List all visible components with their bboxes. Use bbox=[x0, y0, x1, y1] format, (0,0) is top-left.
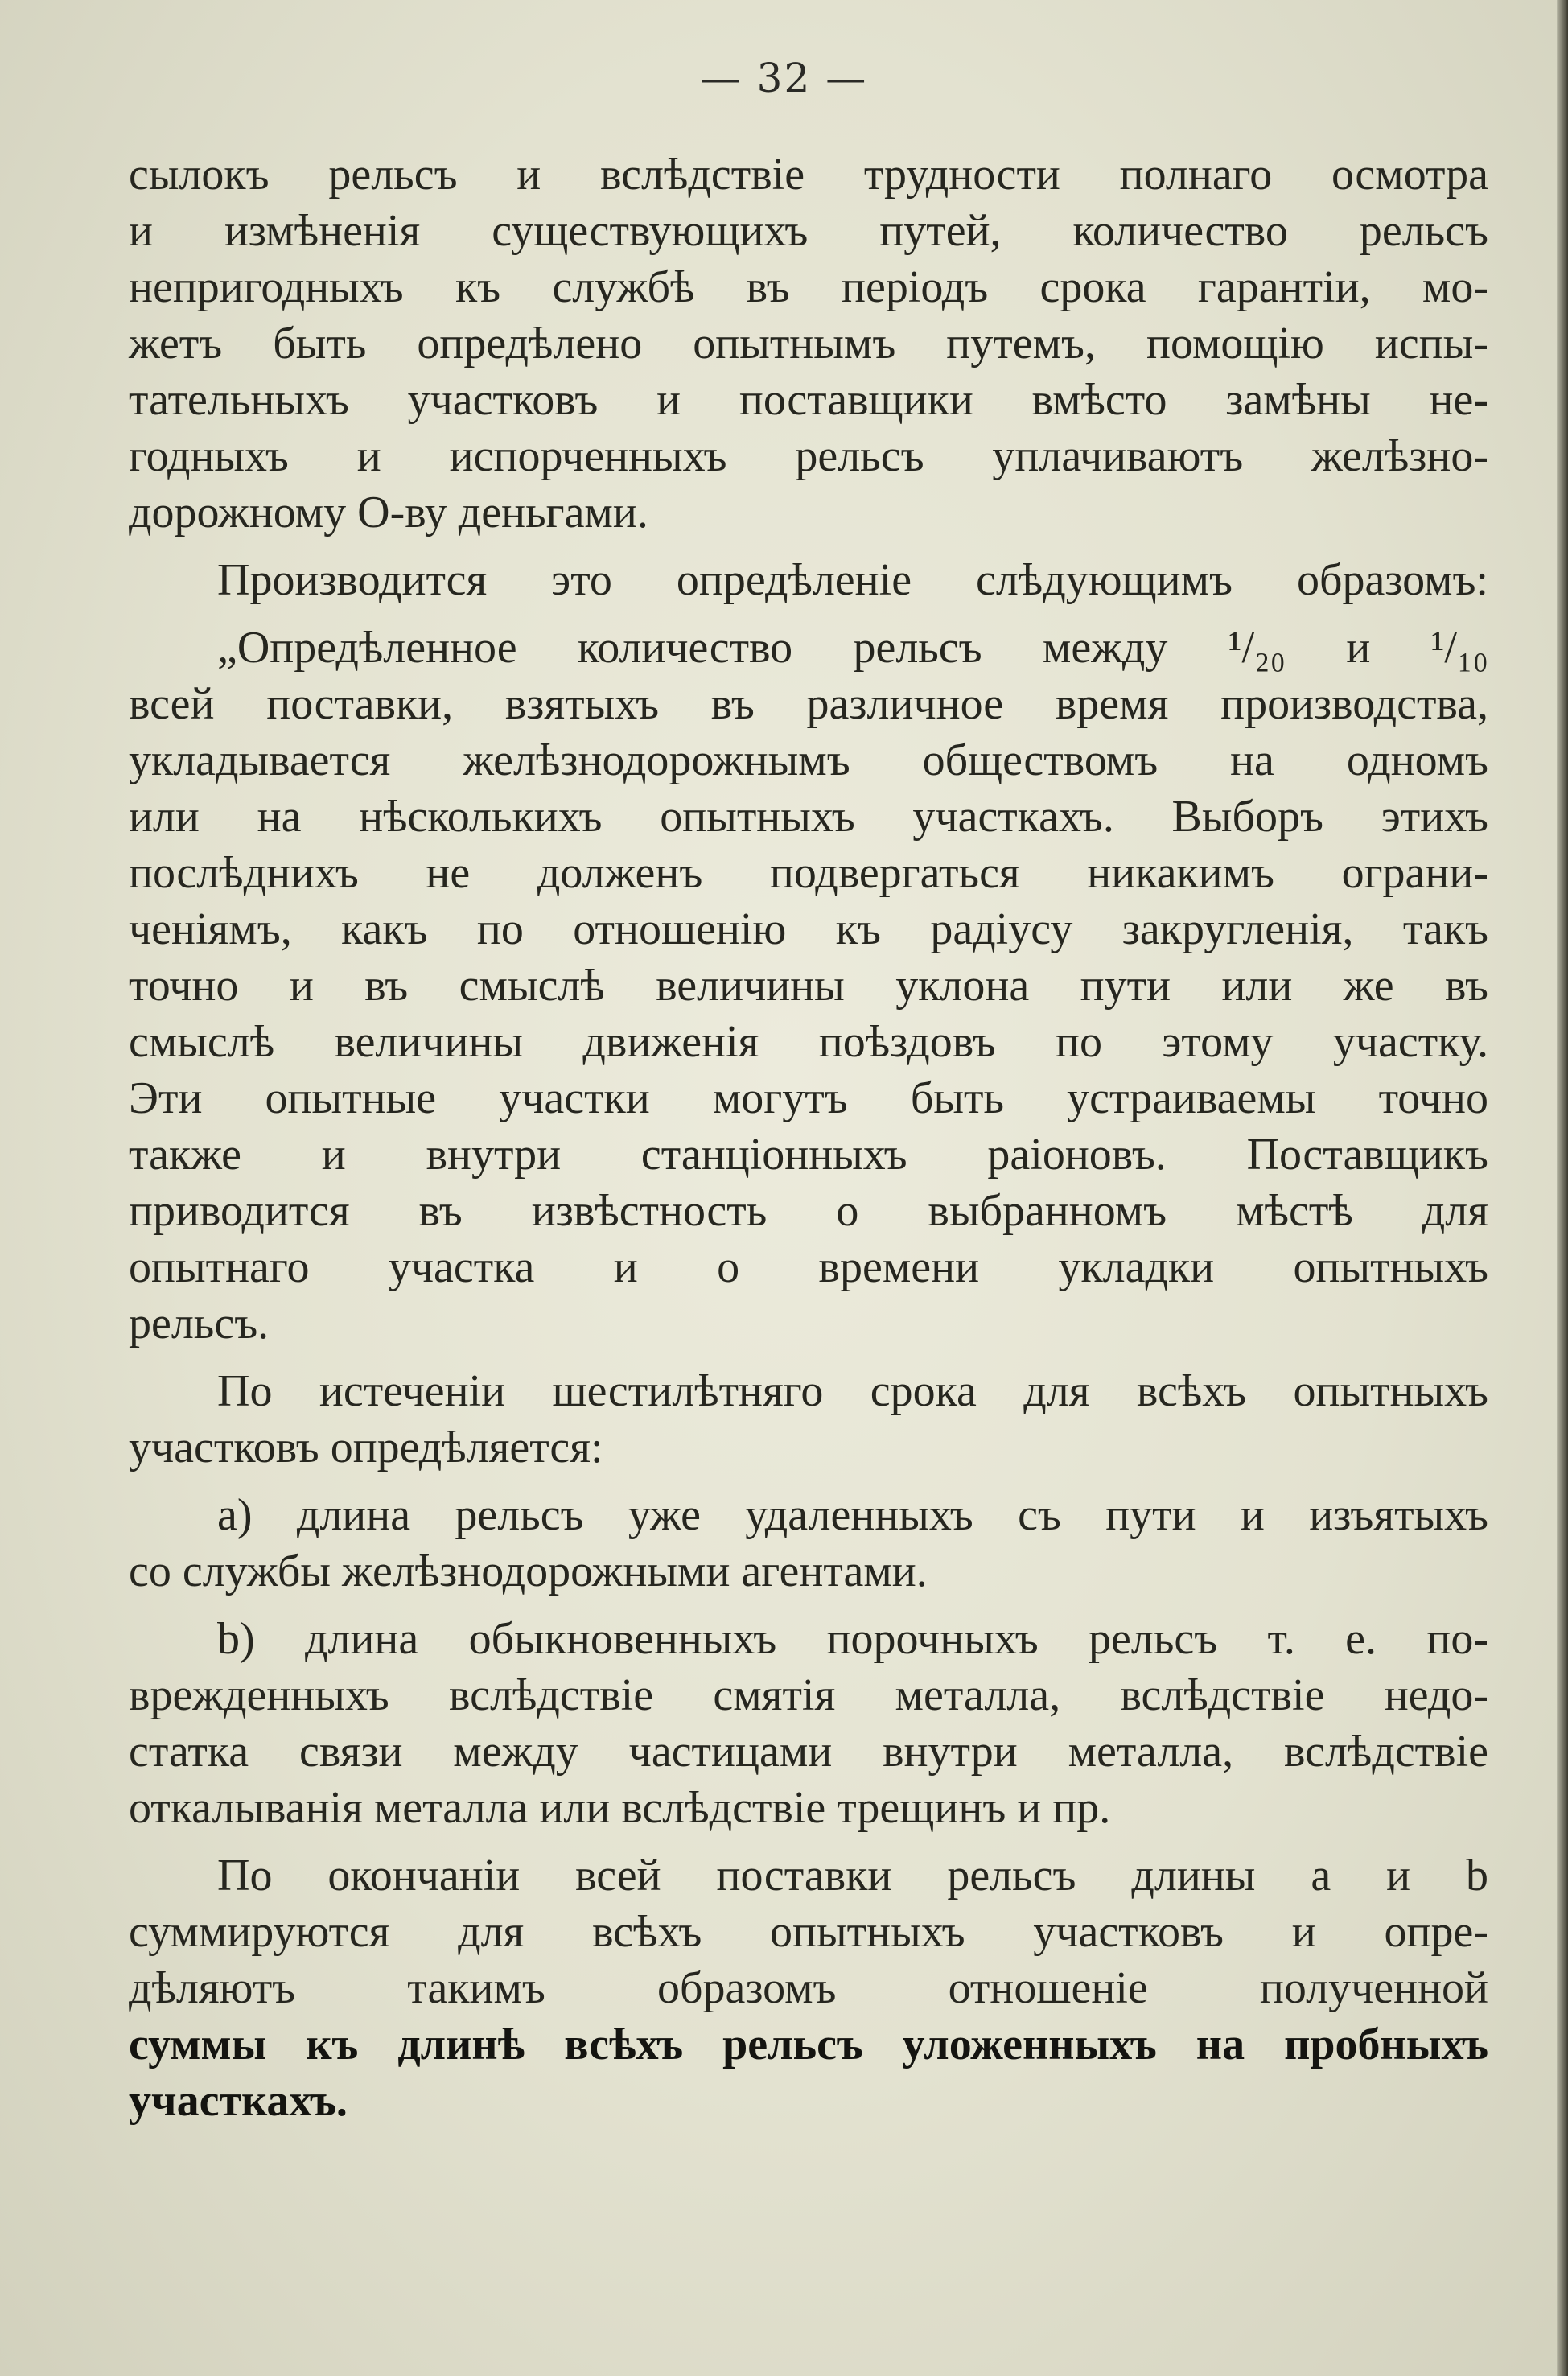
paragraph-5 bbox=[129, 1487, 1488, 1600]
text-line: Производится это опредѣленіе слѣдующимъ образомъ: bbox=[217, 555, 1488, 605]
text-line: приводится въ извѣстность о выбранномъ мѣстѣ для bbox=[129, 1186, 1488, 1236]
text-line: сылокъ рельсъ и вслѣдствіе трудности полнаго осмотра bbox=[129, 150, 1488, 200]
text-line: смыслѣ величины движенія поѣздовъ по этому участку. bbox=[129, 1017, 1488, 1067]
text-line: укладывается желѣзнодорожнымъ обществомъ на одномъ bbox=[129, 735, 1488, 785]
text-line: врежденныхъ вслѣдствіе смятія металла, вслѣдствіе недо- bbox=[129, 1670, 1488, 1720]
text-line: b) длина обыкновенныхъ порочныхъ рельсъ т. е. по- bbox=[217, 1614, 1488, 1664]
text-line: статка связи между частицами внутри металла, вслѣдствіе bbox=[129, 1727, 1488, 1777]
text-line: всей поставки, взятыхъ въ различное время производства, bbox=[129, 679, 1488, 729]
text-line: и измѣненія существующихъ путей, количество рельсъ bbox=[129, 206, 1488, 256]
paragraph-1 bbox=[129, 146, 1488, 541]
text-line: По окончаніи всей поставки рельсъ длины a и b bbox=[217, 1851, 1488, 1900]
text-line: жетъ быть опредѣлено опытнымъ путемъ, помощію испы- bbox=[129, 319, 1488, 369]
text-line: точно и въ смыслѣ величины уклона пути или же въ bbox=[129, 961, 1488, 1011]
text-line: дорожному О-ву деньгами. bbox=[129, 488, 648, 537]
text-body bbox=[129, 146, 1488, 2129]
text-line: ченіямъ, какъ по отношенію къ радіусу закругленія, такъ bbox=[129, 904, 1488, 954]
text-line: тательныхъ участковъ и поставщики вмѣсто замѣны не- bbox=[129, 375, 1488, 425]
text-line: a) длина рельсъ уже удаленныхъ съ пути и изъятыхъ bbox=[217, 1490, 1488, 1540]
text-line: со службы желѣзнодорожными агентами. bbox=[129, 1546, 928, 1596]
text-line: участковъ опредѣляется: bbox=[129, 1423, 603, 1472]
text-line: дѣляютъ такимъ образомъ отношеніе полученной bbox=[129, 1963, 1488, 2013]
text-line: Эти опытные участки могутъ быть устраиваемы точно bbox=[129, 1073, 1488, 1123]
text-line: суммируются для всѣхъ опытныхъ участковъ и опре- bbox=[129, 1907, 1488, 1957]
text-line: „Опредѣленное количество рельсъ между ¹/₂₀ и ¹/₁₀ bbox=[217, 623, 1488, 673]
text-line: По истеченіи шестилѣтняго срока для всѣхъ опытныхъ bbox=[217, 1366, 1488, 1416]
paragraph-4 bbox=[129, 1363, 1488, 1476]
text-line: рельсъ. bbox=[129, 1299, 270, 1349]
text-line: суммы къ длинѣ всѣхъ рельсъ уложенныхъ на пробныхъ bbox=[129, 2020, 1488, 2069]
paragraph-6 bbox=[129, 1611, 1488, 1836]
text-line: участкахъ. bbox=[129, 2076, 348, 2126]
text-line: годныхъ и испорченныхъ рельсъ уплачиваютъ желѣзно- bbox=[129, 431, 1488, 481]
text-line: непригодныхъ къ службѣ въ періодъ срока гарантіи, мо- bbox=[129, 262, 1488, 312]
page-edge bbox=[1557, 0, 1568, 2376]
text-line: послѣднихъ не долженъ подвергаться никакимъ ограни- bbox=[129, 848, 1488, 898]
text-line: также и внутри станціонныхъ раіоновъ. Поставщикъ bbox=[129, 1130, 1488, 1180]
page-number: — 32 — bbox=[700, 55, 868, 101]
text-line: откалыванія металла или вслѣдствіе трещинъ и пр. bbox=[129, 1783, 1111, 1833]
text-line: или на нѣсколькихъ опытныхъ участкахъ. Выборъ этихъ bbox=[129, 792, 1488, 842]
paragraph-3 bbox=[129, 620, 1488, 1352]
paragraph-2 bbox=[129, 552, 1488, 608]
text-line: опытнаго участка и о времени укладки опытныхъ bbox=[129, 1242, 1488, 1292]
paragraph-7 bbox=[129, 1847, 1488, 2129]
